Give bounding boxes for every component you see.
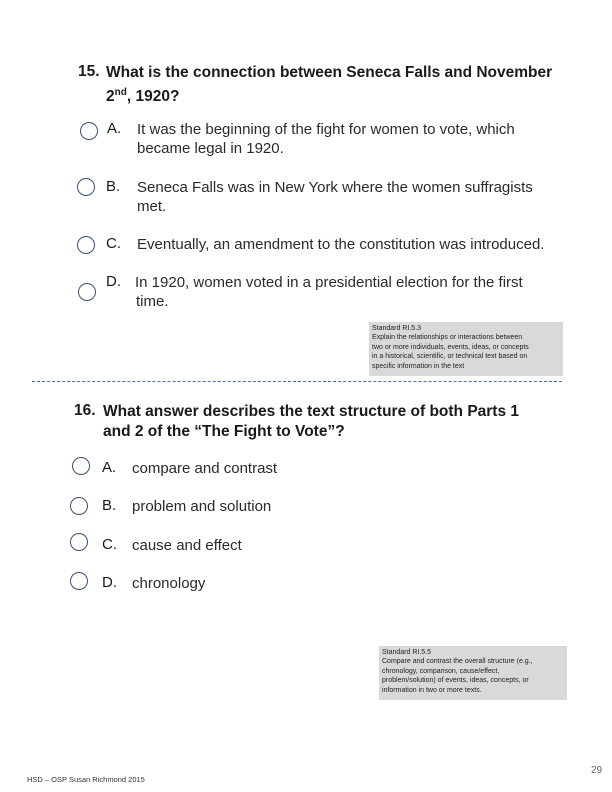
q16-option-b-text: problem and solution: [132, 498, 272, 515]
q16-standard-line: chronology, comparison, cause/effect,: [382, 667, 500, 675]
q15-option-b-letter: B.: [106, 178, 121, 195]
q16-option-c-text: cause and effect: [132, 537, 242, 554]
q15-option-a-letter: A.: [107, 120, 122, 137]
q16-question: [103, 402, 583, 442]
q15-option-d-line1: In 1920, women voted in a presidential election for the first: [135, 274, 523, 291]
q15-option-c-letter: C.: [106, 235, 121, 252]
q15-option-d-radio[interactable]: [78, 283, 96, 301]
q15-line2-sup: nd: [114, 87, 127, 98]
q15-option-d-line2: time.: [136, 293, 169, 310]
q15-standard-line: Explain the relationships or interactions between: [372, 334, 523, 342]
q15-option-c-text: Eventually, an amendment to the constitution was introduced.: [137, 236, 545, 253]
q16-standard-line: information in two or more texts.: [382, 686, 482, 694]
page-number: 29: [591, 765, 603, 776]
q15-standard-line: two or more individuals, events, ideas, or concepts: [372, 343, 529, 351]
q16-standard-line: problem/solution) of events, ideas, concepts, or: [382, 677, 529, 685]
q15-option-b-text: [137, 178, 587, 216]
q15-line2-pre: 2: [106, 88, 115, 106]
q16-standard-line: Compare and contrast the overall structure (e.g.,: [382, 658, 533, 666]
q16-option-b-radio[interactable]: [70, 497, 88, 515]
q15-standard-line: in a historical, scientific, or technical text based on: [372, 353, 528, 361]
q16-option-d-text: chronology: [132, 575, 206, 592]
q16-option-a-radio[interactable]: [72, 457, 90, 475]
q16-option-c-letter: C.: [102, 536, 117, 553]
footer-credit: HSD – OSP Susan Richmond 2015: [27, 775, 145, 784]
q15-option-a-line1: It was the beginning of the fight for women to vote, which: [137, 121, 515, 138]
q15-question: [106, 63, 586, 107]
q16-option-a-letter: A.: [102, 459, 117, 476]
q16-option-b-letter: B.: [102, 497, 117, 514]
q15-option-d-text: [135, 273, 585, 311]
q15-line2-post: , 1920?: [126, 88, 180, 106]
q16-question-line2: and 2 of the “The Fight to Vote”?: [103, 423, 345, 440]
q15-number: 15.: [78, 63, 100, 80]
q16-question-line1: What answer describes the text structure of both Parts 1: [103, 403, 520, 420]
q15-option-a-line2: became legal in 1920.: [137, 140, 284, 157]
q15-option-b-line1: Seneca Falls was in New York where the women suffragists: [137, 179, 533, 196]
q16-standard-box: [379, 646, 567, 700]
q15-question-line1: What is the connection between Seneca Falls and November: [106, 64, 553, 81]
q15-standard-code: Standard RI.5.3: [372, 325, 422, 332]
q15-option-a-radio[interactable]: [80, 122, 98, 140]
section-divider: [32, 381, 562, 382]
q16-standard-code: Standard RI.5.5: [382, 649, 432, 656]
q16-option-a-text: compare and contrast: [132, 460, 278, 477]
q15-option-b-radio[interactable]: [77, 178, 95, 196]
q15-question-line2: [106, 83, 586, 107]
q15-option-b-line2: met.: [137, 198, 167, 215]
q15-option-d-letter: D.: [106, 273, 121, 290]
q16-option-d-letter: D.: [102, 574, 117, 591]
q15-option-c-radio[interactable]: [77, 236, 95, 254]
q15-standard-box: [369, 322, 563, 376]
q16-option-c-radio[interactable]: [70, 533, 88, 551]
q16-number: 16.: [74, 402, 96, 419]
q15-standard-line: specific information in the text: [372, 362, 465, 370]
q15-option-a-text: [137, 120, 587, 158]
q16-option-d-radio[interactable]: [70, 572, 88, 590]
